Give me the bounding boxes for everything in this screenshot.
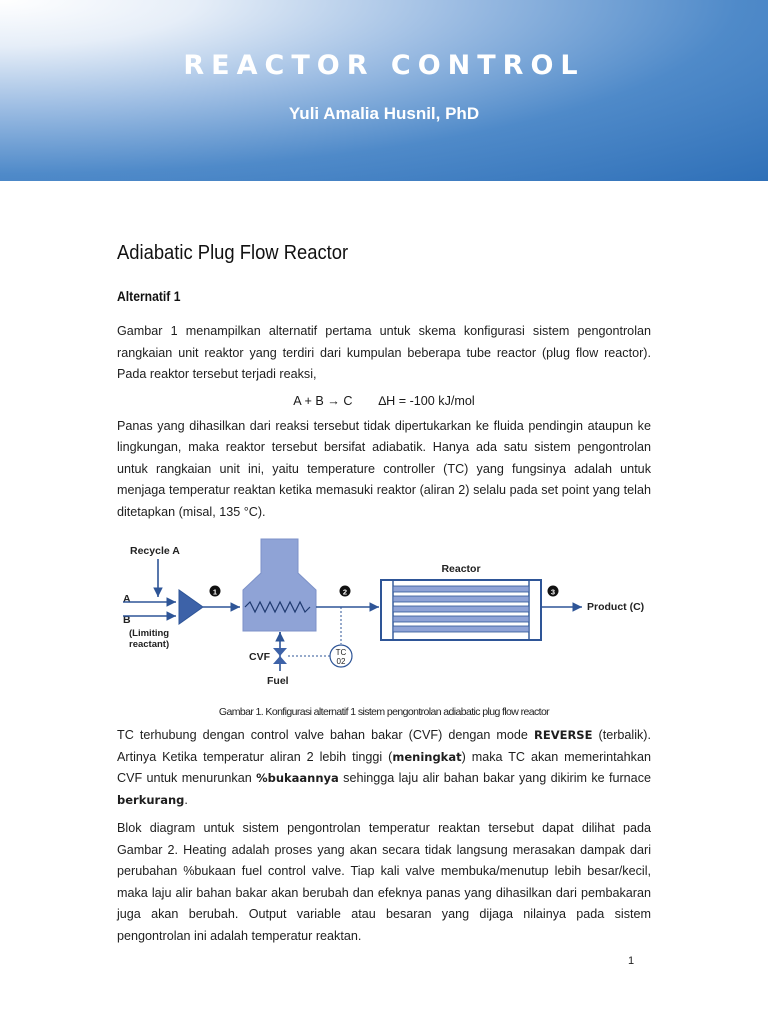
bold-berkurang: berkurang <box>117 792 185 807</box>
content-after-figure <box>117 725 651 947</box>
limiting-label-1: (Limiting <box>129 628 170 639</box>
bold-reverse: REVERSE <box>533 728 593 742</box>
main-content <box>117 242 651 523</box>
figure-caption: Gambar 1. Konfigurasi alternatif 1 sistem pengontrolan adiabatic plug flow reactor <box>218 706 550 718</box>
tc-label: TC <box>335 648 347 657</box>
text-run: (terbalik). Artinya Ketika temperatur aliran 2 lebih tinggi ( <box>117 728 651 764</box>
cvf-valve-bottom <box>273 656 287 664</box>
fuel-label: Fuel <box>267 675 289 687</box>
author-name: Yuli Amalia Husnil, PhD <box>288 104 480 123</box>
feed-a-label: A <box>123 593 131 605</box>
tc-number: 02 <box>336 657 346 666</box>
paragraph-adiabatic: Panas yang dihasilkan dari reaksi tersebut tidak dipertukarkan ke fluida pendingin ataupun ke lingkungan, maka reaktor tersebut bersifat adiabatik. Hanya ada satu sistem pengontrolan untuk rangkaian unit ini, yaitu temperature controller (TC) yang fungsinya adalah untuk menjaga temperatur reaktan ketika memasuki reaktor (aliran 2) selalu pada set point yang telah ditetapkan (misal, 135 °C). <box>117 418 651 519</box>
section-heading: Adiabatic Plug Flow Reactor <box>117 242 349 264</box>
recycle-label: Recycle A <box>130 545 180 557</box>
bold-meningkat: meningkat <box>392 749 462 764</box>
stream-2-number: 2 <box>342 587 348 597</box>
product-label: Product (C) <box>587 601 645 613</box>
feed-b-label: B <box>123 614 131 626</box>
cvf-valve-top <box>273 648 287 656</box>
paragraph-tc-mode <box>117 725 651 811</box>
process-diagram <box>117 536 657 688</box>
furnace <box>243 539 316 631</box>
mixer <box>179 590 203 624</box>
reaction-equation <box>117 393 651 409</box>
stream-3-number: 3 <box>550 587 556 597</box>
reactor-label: Reactor <box>441 563 481 575</box>
reaction-text: A + B → C <box>293 393 353 408</box>
stream-1-number: 1 <box>212 587 218 597</box>
paragraph-block-diagram: Blok diagram untuk sistem pengontrolan temperatur reaktan tersebut dapat dilihat pada Gambar 2. Heating adalah proses yang akan secara tidak langsung merasakan dampak dari perubahan %bukaan fuel control valve. Tiap kali valve membuka/menutup lebih besar/kecil, maka laju alir bahan bakar akan berubah dan efeknya panas yang dihasilkan dari pembakaran juga akan berubah. Output variable atau besaran yang dijaga nilainya pada sistem pengontrolan ini adalah temperatur reaktan. <box>117 821 651 943</box>
limiting-label-2: reactant) <box>129 639 170 650</box>
text-run: sehingga laju alir bahan bakar yang dikirim ke furnace <box>338 771 651 785</box>
title-banner <box>0 0 768 181</box>
subsection-heading: Alternatif 1 <box>117 289 181 304</box>
enthalpy-text: ∆H = -100 kJ/mol <box>378 393 475 408</box>
text-run: . <box>184 792 188 807</box>
paragraph-intro: Gambar 1 menampilkan alternatif pertama untuk skema konfigurasi sistem pengontrolan rangkaian unit reaktor yang terdiri dari kumpulan beberapa tube reactor (plug flow reactor). Pada reaktor tersebut terjadi reaksi, <box>117 324 651 381</box>
bold-bukaan: %bukaannya <box>256 771 339 785</box>
text-run: ) maka TC akan memerintahkan CVF untuk menurunkan <box>117 749 651 785</box>
text-run: TC terhubung dengan control valve bahan bakar (CVF) dengan mode <box>117 728 534 742</box>
page-number: 1 <box>628 955 635 967</box>
document-title: REACTOR CONTROL <box>183 50 585 81</box>
cvf-label: CVF <box>249 651 270 663</box>
